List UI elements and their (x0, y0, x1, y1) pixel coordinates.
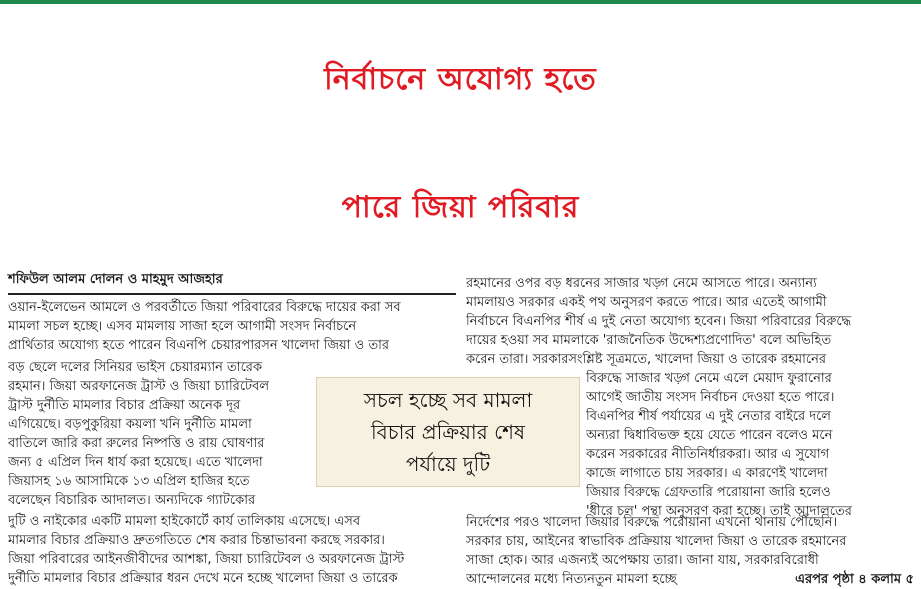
left-column-line: মামলা সচল হচ্ছে। এসব মামলায় সাজা হলে আগামী সংসদ নির্বাচনে (8, 319, 357, 334)
left-column-line: জন্য ৫ এপ্রিল দিন ধার্য করা হয়েছে। এতে খালেদা (8, 455, 263, 470)
pull-quote-line: সচল হচ্ছে সব মামলা (363, 388, 533, 412)
left-column-line: দুর্নীতি মামলার বিচার প্রক্রিয়ার ধরন দেখে মনে হচ্ছে খালেদা জিয়া ও তারেক (8, 571, 398, 586)
top-rule (0, 0, 921, 4)
left-column-line: বাতিলে জারি করা রুলের নিষ্পত্তি ও রায় ঘোষণার (8, 436, 265, 451)
left-column-line: বলেছেন বিচারিক আদালত। অন্যদিকে গ্যাটকোর (8, 493, 256, 508)
pull-quote-line: পর্যায়ে দুটি (405, 452, 491, 476)
right-column-line: বিএনপির শীর্ষ পর্যায়ের এ দুই নেতার বাইরে দলে (586, 409, 831, 424)
left-column-line: ট্রাস্ট দুর্নীতি মামলার বিচার প্রক্রিয়া অনেক দূর (8, 398, 241, 413)
right-column-line: বিরুদ্ধে সাজার খড়্গ নেমে এলে মেয়াদ ফুরানোর (586, 371, 832, 386)
left-column-line: জিয়াসহ ১৬ আসামিকে ১৩ এপ্রিল হাজির হতে (8, 474, 250, 489)
left-column-line: জিয়া পরিবারের আইনজীবীদের আশঙ্কা, জিয়া চ্যারিটেবল ও অরফানেজ ট্রাস্ট (8, 552, 405, 567)
right-column-line: কাজে লাগাতে চায় সরকার। এ কারণেই খালেদা (586, 466, 828, 481)
right-column-line: সাজা হোক। আর এজন্যই অপেক্ষায় তারা। জানা যায়, সরকারবিরোধী (466, 553, 819, 568)
left-column-line: বড় ছেলে দলের সিনিয়র ভাইস চেয়ারম্যান তারেক (8, 360, 263, 375)
headline-line-1: নির্বাচনে অযোগ্য হতে (324, 62, 597, 97)
right-column-line: নির্দেশের পরও খালেদা জিয়ার বিরুদ্ধে পরোয়ানা এখনো থানায় পৌঁছেনি। (466, 515, 838, 530)
right-column-line: জিয়ার বিরুদ্ধে গ্রেফতারি পরোয়ানা জারি হলেও (586, 485, 831, 500)
right-column-line: রহমানের ওপর বড় ধরনের সাজার খড়্গ নেমে আসতে পারে। অন্যান্য (466, 276, 817, 291)
right-column-line: আগেই জাতীয় সংসদ নির্বাচন দেওয়া হতে পারে। (586, 390, 835, 405)
right-column-line: আন্দোলনের মধ্যে নিত্যনতুন মামলা হচ্ছে (466, 572, 677, 587)
byline-rule (8, 293, 456, 295)
headline-line-2: পারে জিয়া পরিবার (341, 190, 580, 225)
left-column-line: ওয়ান-ইলেভেন আমলে ও পরবর্তীতে জিয়া পরিবারের বিরুদ্ধে দায়ের করা সব (8, 300, 401, 315)
right-column-line: 'ধীরে চল' পন্থা অনুসরণ করা হচ্ছে। তাই আদালতের (586, 504, 852, 519)
pull-quote (316, 377, 580, 487)
left-column-line: এগিয়েছে। বড়পুকুরিয়া কয়লা খনি দুর্নীতি মামলা (8, 417, 252, 432)
left-column-line: মামলার বিচার প্রক্রিয়াও দ্রুতগতিতে শেষ করার চিন্তাভাবনা করছে সরকার। (8, 533, 385, 548)
right-column-line: করেন তারা। সরকারসংশ্লিষ্ট সূত্রমতে, খালেদা জিয়া ও তারেক রহমানের (466, 352, 827, 367)
right-column-line: দায়ের হওয়া সব মামলাকে 'রাজনৈতিক উদ্দেশ্যপ্রণোদিত' বলে অভিহিত (466, 333, 832, 348)
left-column-line: প্রার্থিতার অযোগ্য হতে পারেন বিএনপি চেয়ারপারসন খালেদা জিয়া ও তার (8, 338, 389, 353)
right-column-line: মামলায়ও সরকার একই পথ অনুসরণ করতে পারে। আর এতেই আগামী (466, 295, 827, 310)
left-column-line: রহমান। জিয়া অরফানেজ ট্রাস্ট ও জিয়া চ্যারিটেবল (8, 379, 270, 394)
byline: শফিউল আলম দোলন ও মাহমুদ আজহার (8, 272, 223, 287)
right-column-line: সরকার চায়, আইনের স্বাভাবিক প্রক্রিয়ায় খালেদা জিয়া ও তারেক রহমানের (466, 534, 847, 549)
continuation-jump: এরপর পৃষ্ঠা ৪ কলাম ৫ (795, 572, 914, 587)
pull-quote-line: বিচার প্রক্রিয়ার শেষ (370, 420, 526, 444)
right-column-line: অন্যরা দ্বিধাবিভক্ত হয়ে যেতে পারেন বলেও মনে (586, 428, 833, 443)
right-column-line: করেন সরকারের নীতিনির্ধারকরা। আর এ সুযোগ (586, 447, 830, 462)
left-column-line: দুটি ও নাইকোর একটি মামলা হাইকোর্টে কার্য তালিকায় এসেছে। এসব (8, 514, 361, 529)
right-column-line: নির্বাচনে বিএনপির শীর্ষ এ দুই নেতা অযোগ্য হবেন। জিয়া পরিবারের বিরুদ্ধে (466, 314, 852, 329)
